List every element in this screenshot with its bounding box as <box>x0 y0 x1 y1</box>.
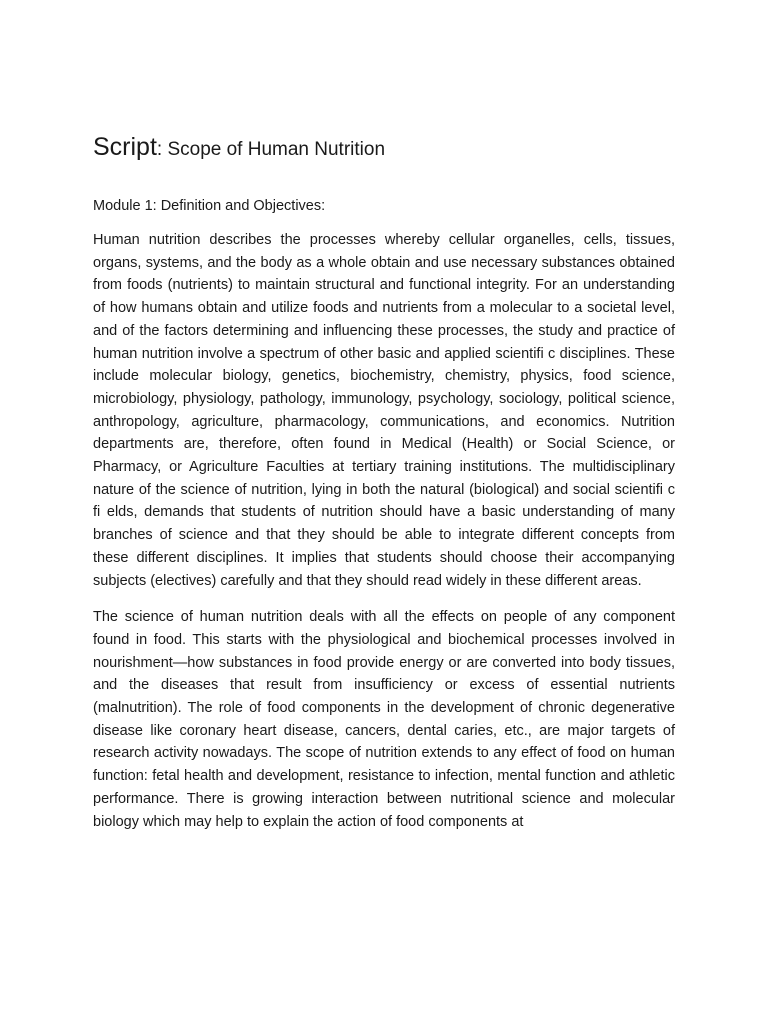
module-heading: Module 1: Definition and Objectives: <box>93 198 326 214</box>
document-title <box>93 126 675 168</box>
title-lead: Script <box>93 133 157 161</box>
document-body <box>93 126 675 833</box>
paragraph-scope: The science of human nutrition deals with all the effects on people of any component found in food. This starts with the physiological and biochemical processes involved in nourishment—how substances in food provide energy or are converted into body tissues, and the diseases that result from insufficiency or excess of essential nutrients (malnutrition). The role of food components in the development of chronic degenerative disease like coronary heart disease, cancers, dental caries, etc., are major targets of research activity nowadays. The scope of nutrition extends to any effect of food on human function: fetal health and development, resistance to infection, mental function and athletic performance. There is growing interaction between nutritional science and molecular biology which may help to explain the action of food components at <box>93 609 675 830</box>
paragraph-definition: Human nutrition describes the processes whereby cellular organelles, cells, tissues, organs, systems, and the body as a whole obtain and use necessary substances obtained from foods (nutrients) to maintain structural and functional integrity. For an understanding of how humans obtain and utilize foods and nutrients from a molecular to a societal level, and of the factors determining and influencing these processes, the study and practice of human nutrition involve a spectrum of other basic and applied scientifi c disciplines. These include molecular biology, genetics, biochemistry, chemistry, physics, food science, microbiology, physiology, pathology, immunology, psychology, sociology, political science, anthropology, agriculture, pharmacology, communications, and economics. Nutrition departments are, therefore, often found in Medical (Health) or Social Science, or Pharmacy, or Agriculture Faculties at tertiary training institutions. The multidisciplinary nature of the science of nutrition, lying in both the natural (biological) and social scientifi c fi elds, demands that students of nutrition should have a basic understanding of many branches of science and that they should be able to integrate different concepts from these different disciplines. It implies that students should choose their accompanying subjects (electives) carefully and that they should read widely in these different areas. <box>93 232 675 589</box>
title-rest: : Scope of Human Nutrition <box>156 139 386 160</box>
